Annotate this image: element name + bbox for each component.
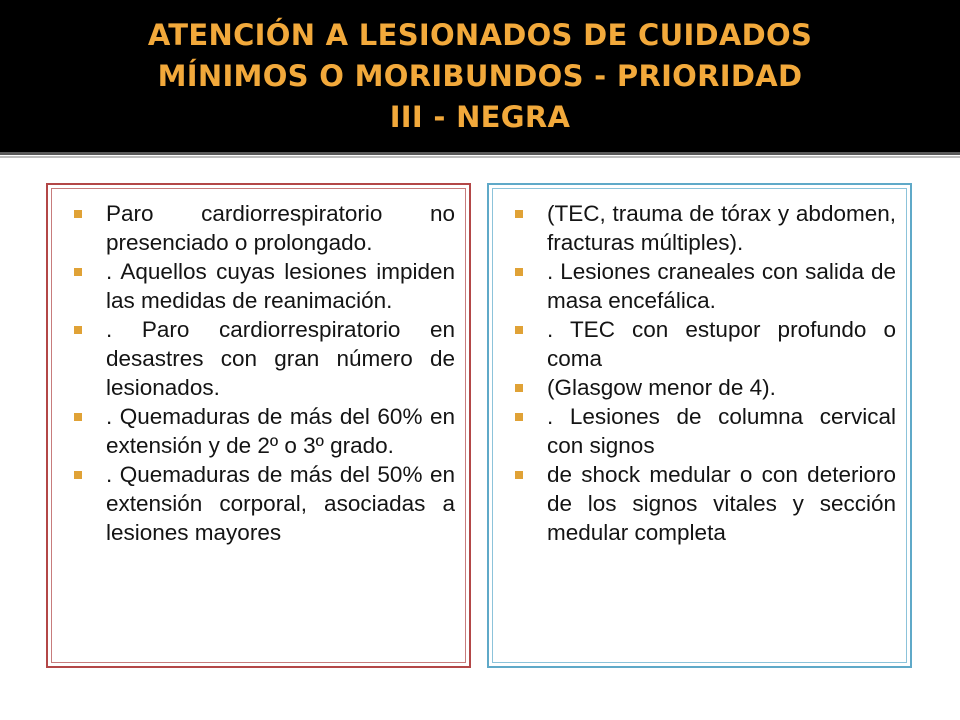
list-item	[66, 257, 455, 315]
list-item-text: . Aquellos cuyas lesiones impiden las medidas de reanimación.	[106, 259, 455, 313]
list-item	[507, 402, 896, 460]
list-item-text: . Quemaduras de más del 60% en extensión y de 2º o 3º grado.	[106, 404, 455, 458]
list-item-text: . Quemaduras de más del 50% en extensión corporal, asociadas a lesiones mayores	[106, 462, 455, 545]
list-item	[507, 315, 896, 373]
list-item	[66, 402, 455, 460]
list-item	[66, 199, 455, 257]
square-bullet-icon	[74, 413, 82, 421]
title-line: MÍNIMOS O MORIBUNDOS - PRIORIDAD	[157, 58, 803, 93]
square-bullet-icon	[74, 471, 82, 479]
square-bullet-icon	[74, 326, 82, 334]
list-item-text: . Paro cardiorrespiratorio en desastres con gran número de lesionados.	[106, 317, 455, 400]
square-bullet-icon	[515, 471, 523, 479]
square-bullet-icon	[515, 268, 523, 276]
list-item-text: (TEC, trauma de tórax y abdomen, fracturas múltiples).	[547, 201, 896, 255]
list-item-text: (Glasgow menor de 4).	[547, 375, 776, 400]
list-item	[507, 373, 896, 402]
list-item-text: de shock medular o con deterioro de los signos vitales y sección medular completa	[547, 462, 896, 545]
list-item-text: . Lesiones de columna cervical con signos	[547, 404, 896, 458]
list-item	[66, 460, 455, 547]
title-line: ATENCIÓN A LESIONADOS DE CUIDADOS	[147, 17, 813, 52]
list-item	[66, 315, 455, 402]
square-bullet-icon	[515, 326, 523, 334]
square-bullet-icon	[515, 210, 523, 218]
list-item-text: . Lesiones craneales con salida de masa encefálica.	[547, 259, 896, 313]
square-bullet-icon	[74, 268, 82, 276]
title-line: III - NEGRA	[389, 99, 571, 134]
left-bullet-list	[52, 189, 465, 547]
list-item	[507, 199, 896, 257]
list-item-text: Paro cardiorrespiratorio no presenciado o prolongado.	[106, 201, 455, 255]
list-item	[507, 460, 896, 547]
title-bar	[0, 0, 960, 152]
right-content-panel	[487, 183, 912, 668]
title-divider-dark	[0, 152, 960, 155]
list-item-text: . TEC con estupor profundo o coma	[547, 317, 896, 371]
title-divider-light	[0, 156, 960, 158]
right-panel-inner-frame	[492, 188, 907, 663]
list-item	[507, 257, 896, 315]
square-bullet-icon	[515, 413, 523, 421]
square-bullet-icon	[515, 384, 523, 392]
left-panel-inner-frame	[51, 188, 466, 663]
right-bullet-list	[493, 189, 906, 547]
slide-title	[88, 15, 872, 138]
left-content-panel	[46, 183, 471, 668]
square-bullet-icon	[74, 210, 82, 218]
